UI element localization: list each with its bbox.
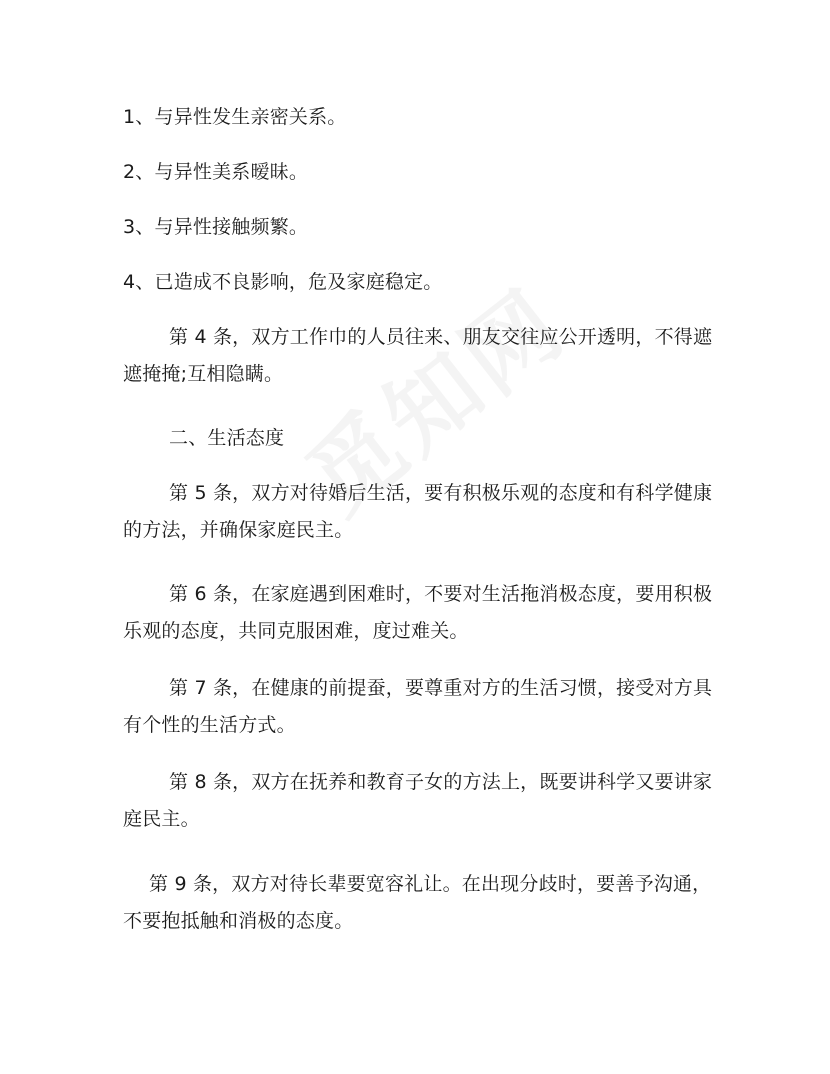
article-6: 第 6 条，在家庭遇到困难时，不要对生活拖消极态度，要用积极乐观的态度，共同克服困难，度过难关。 [123, 583, 713, 642]
article-4: 第 4 条，双方工作巾的人员往来、朋友交往应公开透明，不得遮遮掩掩;互相隐瞒。 [123, 326, 713, 385]
section-heading: 二、生活态度 [169, 427, 285, 449]
article-9: 第 9 条，双方对待长辈要宽容礼让。在出现分歧时，要善予沟通，不要抱抵触和消极的态度。 [123, 873, 712, 932]
list-item-1: 1、与异性发生亲密关系。 [123, 106, 347, 128]
list-item-2: 2、与异性美系暧昧。 [123, 161, 309, 183]
article-5: 第 5 条，双方对待婚后生活，要有积极乐观的态度和有科学健康的方法，并确保家庭民主。 [123, 482, 713, 541]
article-8: 第 8 条，双方在抚养和教育子女的方法上，既要讲科学又要讲家庭民主。 [123, 771, 713, 830]
list-item-3: 3、与异性接触频繁。 [123, 216, 309, 238]
article-7: 第 7 条，在健康的前提蚕，要尊重对方的生活习惯，接受对方具有个性的生活方式。 [123, 677, 713, 736]
list-item-4: 4、已造成不良影响，危及家庭稳定。 [123, 271, 443, 293]
